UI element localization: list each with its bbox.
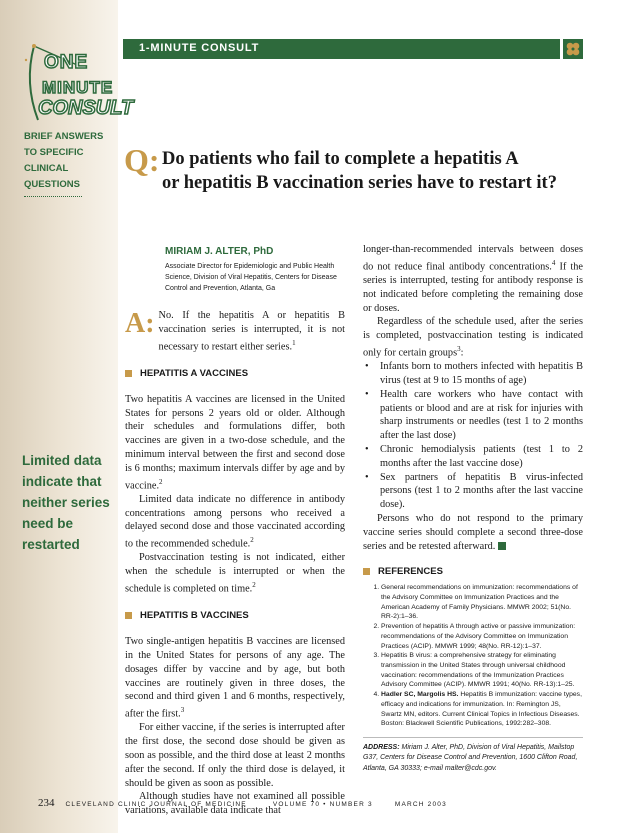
paragraph: For either vaccine, if the series is interrupted after the first dose, the second dose should be given as soon as possible, and the third dose at least 2 months after the second. If only the third dose is delayed, it should be given as soon as possible. <box>125 722 345 789</box>
page-number: 234 <box>38 797 55 809</box>
end-mark-icon <box>498 542 506 550</box>
pull-quote-line: Limited data <box>22 453 102 468</box>
square-bullet-icon <box>125 370 132 377</box>
paragraph <box>125 635 345 721</box>
issue-volume: VOLUME 70 • NUMBER 3 <box>272 801 373 808</box>
heading-hepatitis-a <box>125 368 345 379</box>
affiliation-line: Control and Prevention, Atlanta, Ga <box>165 285 276 292</box>
paragraph <box>125 551 345 596</box>
list-item: • Infants born to mothers infected with hepatitis B virus (test at 9 to 15 months of age) <box>380 360 583 388</box>
ref-mark: 1 <box>292 338 296 347</box>
references-list <box>363 583 583 729</box>
paragraph-text: Two hepatitis A vaccines are licensed in the United States for persons 2 years old or older. Although their schedules and formulations differ, both vaccines are given in a two-dose schedule, and the minimum interval between the first and second dose is 6 months; maximum intervals differ by age and by vaccine. <box>125 393 345 492</box>
reference-item: 1. General recommendations on immunization: recommendations of the Advisory Committee on Immunization Practices and the American Academy of Family Physicians. MMWR 2002; 51(No. RR-2):1–36. <box>381 583 583 622</box>
paragraph-text: Postvaccination testing is not indicated, either when the schedule is interrupted or when the schedule is completed on time. <box>125 552 345 595</box>
ref-mark: 3 <box>180 706 185 715</box>
author-affiliation <box>165 261 345 294</box>
pull-quote-line: restarted <box>22 537 80 552</box>
affiliation-line: Associate Director for Epidemiologic and Public Health <box>165 263 335 270</box>
list-item: • Health care workers who have contact with patients or blood and are at risk for injuries with sharp instruments or needles (test 1 to 2 months after the last dose) <box>380 388 583 443</box>
page-footer <box>38 797 447 809</box>
square-bullet-icon <box>125 612 132 619</box>
ref-mark: 4 <box>551 258 556 267</box>
answer-letter: A: <box>125 308 155 339</box>
test-groups-list <box>363 360 583 512</box>
question-title <box>162 147 602 195</box>
brief-line: QUESTIONS <box>24 179 80 190</box>
logo-text-minute: MINUTE <box>42 78 114 97</box>
heading-text: REFERENCES <box>378 566 443 578</box>
ref-mark: 2 <box>250 536 254 545</box>
reference-item: 3. Hepatitis B virus: a comprehensive strategy for eliminating transmission in the United States through universal childhood vaccination: recommendations of the Immunization Practices Advisory Committee (ACIP). MMWR 1991; 40(No. RR-13):1–25. <box>381 651 583 690</box>
question-letter: Q: <box>124 142 160 178</box>
ref-mark: 2 <box>159 477 163 486</box>
dotted-divider <box>24 196 82 197</box>
reference-item <box>381 690 583 729</box>
brief-line: BRIEF ANSWERS <box>24 131 104 142</box>
paragraph <box>363 315 583 360</box>
answer-text <box>125 309 345 354</box>
banner-label: 1-MINUTE CONSULT <box>139 42 260 54</box>
one-minute-consult-logo <box>14 38 134 126</box>
journal-name: CLEVELAND CLINIC JOURNAL OF MEDICINE <box>65 801 247 808</box>
paragraph: Although studies have not examined all possible variations, available data indicate that <box>125 791 345 817</box>
paragraph-text: : <box>460 347 464 359</box>
reference-text: Hepatitis B immunization: vaccine types, efficacy and indications for immunization. In: Remington JS, Swartz MN, editors. Current Clinical Topics in Infectious Diseases. Boston: Blackwell Scientific Publications, 1992:282–308. <box>381 691 582 728</box>
paragraph-text: Two single-antigen hepatitis B vaccines are licensed in the United States for persons of any age. The dosages differ by vaccine and by age, but both vaccines are routinely given in three doses, the second and third given 1 and 6 months, respectively, after the first. <box>125 636 345 720</box>
list-item: • Sex partners of hepatitis B virus-infected persons (test 1 to 2 months after the last vaccine dose). <box>380 471 583 512</box>
ref-mark: 2 <box>252 581 256 590</box>
author-name: MIRIAM J. ALTER, PhD <box>165 246 274 257</box>
paragraph <box>363 512 583 553</box>
column-right <box>363 243 583 774</box>
question-line: or hepatitis B vaccination series have to restart it? <box>162 173 557 193</box>
correspondence-address <box>363 737 583 775</box>
question-line: Do patients who fail to complete a hepatitis A <box>162 149 519 169</box>
pull-quote-line: neither series <box>22 495 110 510</box>
paragraph-text: Regardless of the schedule used, after the series is completed, postvaccination testing is indicated only for certain groups <box>363 316 583 359</box>
paragraph <box>363 243 583 315</box>
paragraph <box>125 393 345 493</box>
heading-text: HEPATITIS A VACCINES <box>140 367 249 379</box>
reference-authors: Hadler SC, Margolis HS. <box>381 691 459 699</box>
paragraph-text: If the series is interrupted, testing for antibody response is not indicated before completing the remaining dose or doses. <box>363 261 583 314</box>
list-item: • Chronic hemodialysis patients (test 1 to 2 months after the last vaccine dose) <box>380 443 583 471</box>
paragraph-text: Limited data indicate no difference in antibody concentrations among persons who received a delayed second dose and those vaccinated according to the recommended schedule. <box>125 493 345 550</box>
address-label: ADDRESS: <box>363 743 400 751</box>
affiliation-line: Science, Division of Viral Hepatitis, Centers for Disease <box>165 274 337 281</box>
paragraph-text: longer-than-recommended intervals between doses do not reduce final antibody concentrations. <box>363 244 583 273</box>
reference-item: 2. Prevention of hepatitis A through active or passive immunization: recommendations of the Advisory Committee on Immunization Practices (ACIP). MMWR 1999; 48(No. RR-12):1–37. <box>381 622 583 651</box>
brief-line: TO SPECIFIC <box>24 147 84 158</box>
heading-references <box>363 566 583 577</box>
answer-block <box>125 309 345 354</box>
brief-line: CLINICAL <box>24 163 69 174</box>
pull-quote-line: need be <box>22 516 74 531</box>
heading-hepatitis-b <box>125 610 345 621</box>
issue-date: MARCH 2003 <box>394 801 447 808</box>
brief-answers-label <box>24 129 114 193</box>
clover-icon <box>563 39 583 59</box>
answer-body: No. If the hepatitis A or hepatitis B vaccination series is interrupted, it is not necessary to restart either series. <box>158 310 345 353</box>
logo-text-one: ONE <box>44 52 89 73</box>
address-text: Miriam J. Alter, PhD, Division of Viral Hepatitis, Mailstop G37, Centers for Disease Control and Prevention, 1600 Clifton Road, Atlanta, GA 30333; e-mail malter@cdc.gov. <box>363 743 578 772</box>
paragraph-text: Persons who do not respond to the primary vaccine series should complete a second three-dose series and be retested afterward. <box>363 512 583 552</box>
heading-text: HEPATITIS B VACCINES <box>140 610 249 622</box>
pull-quote <box>22 450 118 555</box>
square-bullet-icon <box>363 568 370 575</box>
column-left <box>125 238 345 818</box>
paragraph <box>125 493 345 552</box>
pull-quote-line: indicate that <box>22 474 102 489</box>
ref-mark: 3 <box>457 345 461 353</box>
logo-text-consult: CONSULT <box>38 97 134 119</box>
